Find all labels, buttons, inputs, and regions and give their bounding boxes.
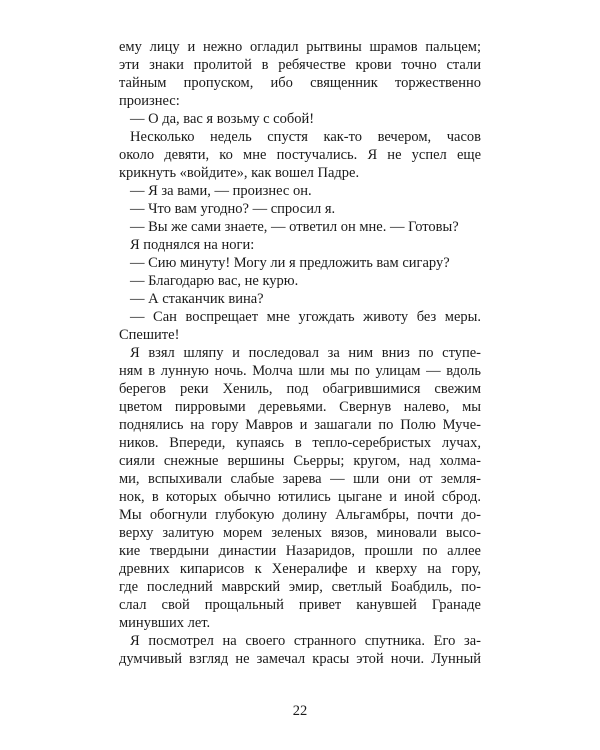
text-line: — А стаканчик вина? <box>130 291 264 307</box>
text-line: минувших лет. <box>119 615 211 631</box>
text-line: около девяти, ко мне постучались. Я не успел еще <box>119 147 481 163</box>
text-line: ми, вспыхивали слабые зарева — шли они от земля- <box>119 471 481 487</box>
text-line: Я взял шляпу и последовал за ним вниз по ступе- <box>130 345 481 361</box>
text-line: сияли снежные вершины Сьерры; кругом, над холма- <box>119 453 481 469</box>
text-line: древних кипарисов к Хенералифе и кверху на гору, <box>119 561 481 577</box>
text-line: — Вы же сами знаете, — ответил он мне. — Готовы? <box>130 219 459 235</box>
text-line: произнес: <box>119 93 180 109</box>
text-line: нок, в которых обычно ютились цыгане и иной сброд. <box>119 489 481 505</box>
text-line: ему лицу и нежно огладил рытвины шрамов пальцем; <box>119 39 481 55</box>
text-line: Спешите! <box>119 327 180 343</box>
page-number: 22 <box>292 703 308 719</box>
text-line: верху залитую морем зеленых вязов, миновали высо- <box>119 525 481 541</box>
text-line: где последний маврский эмир, светлый Боабдиль, по- <box>119 579 481 595</box>
text-line: кие твердыни династии Назаридов, прошли по аллее <box>119 543 481 559</box>
text-line: поднялись на гору Мавров и зашагали по Полю Муче- <box>119 417 481 433</box>
text-line: Я поднялся на ноги: <box>130 237 255 253</box>
text-line: Мы обогнули глубокую долину Альгамбры, почти до- <box>119 507 481 523</box>
text-line: тайным пропуском, ибо священник торжественно <box>119 75 481 91</box>
text-line: — Я за вами, — произнес он. <box>130 183 312 199</box>
text-line: ников. Впереди, купаясь в тепло-серебристых лучах, <box>119 435 481 451</box>
text-line: — Что вам угодно? — спросил я. <box>130 201 336 217</box>
text-line: Я посмотрел на своего странного спутника. Его за- <box>130 633 481 649</box>
text-line: — О да, вас я возьму с собой! <box>130 111 315 127</box>
text-line: цветом пирровыми деревьями. Свернув налево, мы <box>119 399 481 415</box>
page-text-block <box>119 38 481 668</box>
text-line: — Сан воспрещает мне угождать животу без меры. <box>130 309 481 325</box>
text-line: слал свой прощальный привет канувшей Гранаде <box>119 597 481 613</box>
text-line: Несколько недель спустя как-то вечером, часов <box>130 129 481 145</box>
text-line: ням в лунную ночь. Молча шли мы по улицам — вдоль <box>119 363 481 379</box>
text-line: эти знаки пролитой в ребячестве крови точно стали <box>119 57 481 73</box>
text-line: — Сию минуту! Могу ли я предложить вам сигару? <box>130 255 450 271</box>
text-line: крикнуть «войдите», как вошел Падре. <box>119 165 360 181</box>
text-line: — Благодарю вас, не курю. <box>130 273 299 289</box>
text-line: берегов реки Хениль, под обагрившимися свежим <box>119 381 481 397</box>
text-line: думчивый взгляд не замечал красы этой ночи. Лунный <box>119 651 481 667</box>
